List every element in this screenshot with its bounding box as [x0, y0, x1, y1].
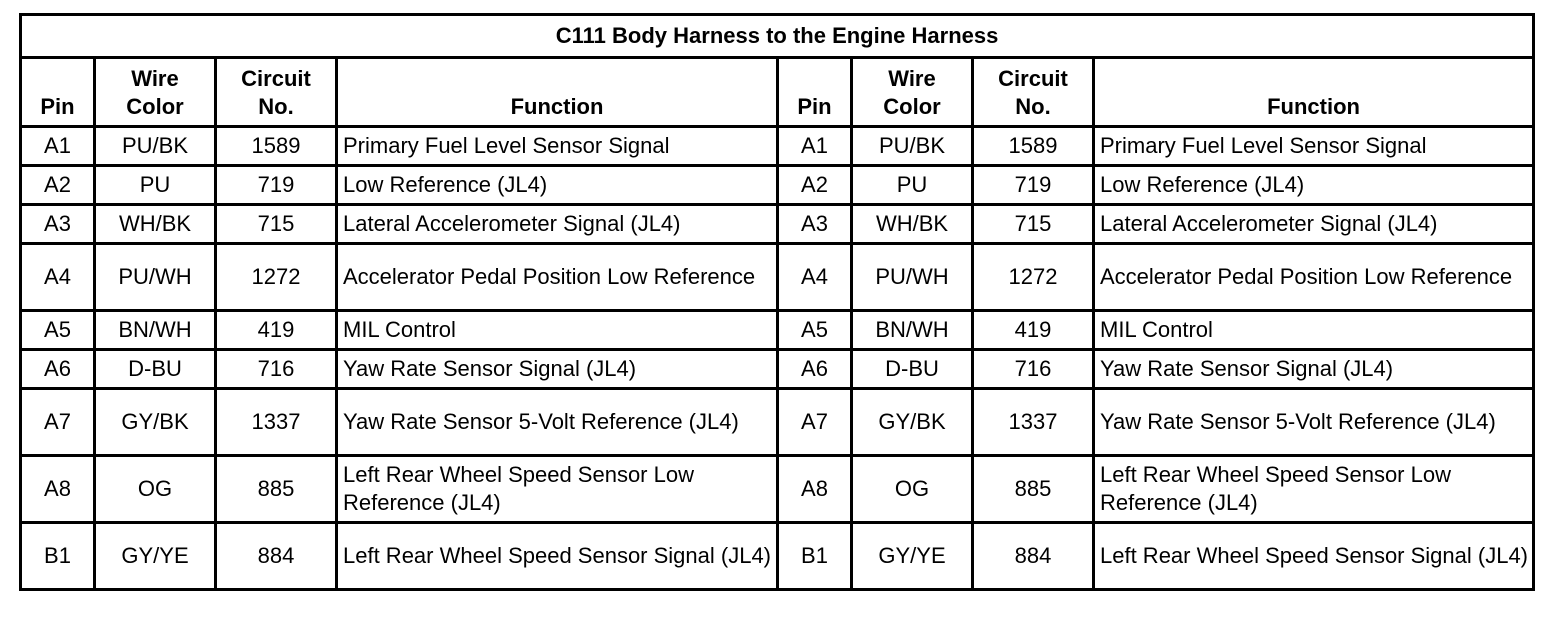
header-function: Function — [337, 58, 778, 127]
pin-cell: B1 — [21, 523, 95, 590]
wire-color-cell: GY/YE — [852, 523, 973, 590]
table-row — [21, 127, 1534, 166]
circuit-cell: 719 — [216, 166, 337, 205]
wire-color-cell: OG — [852, 456, 973, 523]
wire-color-cell: OG — [95, 456, 216, 523]
pin-cell: A2 — [21, 166, 95, 205]
circuit-cell: 1337 — [216, 389, 337, 456]
function-cell: Left Rear Wheel Speed Sensor Signal (JL4) — [1094, 523, 1534, 590]
pin-cell: A3 — [21, 205, 95, 244]
function-cell: MIL Control — [337, 311, 778, 350]
function-cell: Yaw Rate Sensor 5-Volt Reference (JL4) — [1094, 389, 1534, 456]
function-cell: Low Reference (JL4) — [337, 166, 778, 205]
header-circuit-line1: Circuit — [998, 66, 1068, 91]
wire-color-cell: WH/BK — [95, 205, 216, 244]
function-cell: Left Rear Wheel Speed Sensor Low Reference (JL4) — [337, 456, 778, 523]
function-cell: Yaw Rate Sensor 5-Volt Reference (JL4) — [337, 389, 778, 456]
header-circuit-line1: Circuit — [241, 66, 311, 91]
header-circuit-line2: No. — [258, 94, 294, 119]
function-cell: Low Reference (JL4) — [1094, 166, 1534, 205]
pin-cell: B1 — [778, 523, 852, 590]
header-circuit-no — [973, 58, 1094, 127]
header-wire-color — [852, 58, 973, 127]
circuit-cell: 1589 — [216, 127, 337, 166]
wire-color-cell: GY/BK — [852, 389, 973, 456]
wire-color-cell: PU/BK — [95, 127, 216, 166]
pin-cell: A7 — [778, 389, 852, 456]
table-row — [21, 205, 1534, 244]
function-cell: Primary Fuel Level Sensor Signal — [1094, 127, 1534, 166]
pin-cell: A6 — [21, 350, 95, 389]
pin-cell: A1 — [21, 127, 95, 166]
circuit-cell: 885 — [216, 456, 337, 523]
wire-color-cell: WH/BK — [852, 205, 973, 244]
header-wire-color — [95, 58, 216, 127]
table-row — [21, 166, 1534, 205]
circuit-cell: 884 — [216, 523, 337, 590]
header-circuit-no — [216, 58, 337, 127]
circuit-cell: 716 — [216, 350, 337, 389]
header-pin: Pin — [21, 58, 95, 127]
function-cell: Lateral Accelerometer Signal (JL4) — [1094, 205, 1534, 244]
header-wire-color-line1: Wire — [888, 66, 936, 91]
circuit-cell: 716 — [973, 350, 1094, 389]
connector-table — [19, 13, 1535, 591]
wire-color-cell: PU/WH — [95, 244, 216, 311]
wire-color-cell: GY/BK — [95, 389, 216, 456]
table-row — [21, 244, 1534, 311]
pin-cell: A7 — [21, 389, 95, 456]
wire-color-cell: D-BU — [95, 350, 216, 389]
wire-color-cell: BN/WH — [95, 311, 216, 350]
circuit-cell: 419 — [973, 311, 1094, 350]
header-circuit-line2: No. — [1015, 94, 1051, 119]
function-cell: MIL Control — [1094, 311, 1534, 350]
pin-cell: A3 — [778, 205, 852, 244]
table-row — [21, 523, 1534, 590]
pin-cell: A4 — [21, 244, 95, 311]
function-cell: Left Rear Wheel Speed Sensor Low Reference (JL4) — [1094, 456, 1534, 523]
circuit-cell: 1589 — [973, 127, 1094, 166]
pin-cell: A5 — [21, 311, 95, 350]
wire-color-cell: GY/YE — [95, 523, 216, 590]
table-row — [21, 389, 1534, 456]
pin-cell: A1 — [778, 127, 852, 166]
pin-cell: A8 — [21, 456, 95, 523]
wire-color-cell: PU/BK — [852, 127, 973, 166]
table-title: C111 Body Harness to the Engine Harness — [21, 15, 1534, 58]
function-cell: Yaw Rate Sensor Signal (JL4) — [337, 350, 778, 389]
table-row — [21, 350, 1534, 389]
header-wire-color-line1: Wire — [131, 66, 179, 91]
wire-color-cell: PU/WH — [852, 244, 973, 311]
wire-color-cell: BN/WH — [852, 311, 973, 350]
header-pin: Pin — [778, 58, 852, 127]
wire-color-cell: D-BU — [852, 350, 973, 389]
circuit-cell: 884 — [973, 523, 1094, 590]
function-cell: Yaw Rate Sensor Signal (JL4) — [1094, 350, 1534, 389]
header-wire-color-line2: Color — [126, 94, 184, 119]
table-row — [21, 456, 1534, 523]
function-cell: Accelerator Pedal Position Low Reference — [337, 244, 778, 311]
table-row — [21, 311, 1534, 350]
circuit-cell: 715 — [216, 205, 337, 244]
circuit-cell: 419 — [216, 311, 337, 350]
header-function: Function — [1094, 58, 1534, 127]
wire-color-cell: PU — [852, 166, 973, 205]
header-row — [21, 58, 1534, 127]
circuit-cell: 719 — [973, 166, 1094, 205]
function-cell: Primary Fuel Level Sensor Signal — [337, 127, 778, 166]
pin-cell: A8 — [778, 456, 852, 523]
circuit-cell: 1272 — [973, 244, 1094, 311]
circuit-cell: 1272 — [216, 244, 337, 311]
circuit-cell: 715 — [973, 205, 1094, 244]
circuit-cell: 1337 — [973, 389, 1094, 456]
function-cell: Lateral Accelerometer Signal (JL4) — [337, 205, 778, 244]
pin-cell: A2 — [778, 166, 852, 205]
pin-cell: A6 — [778, 350, 852, 389]
pin-cell: A5 — [778, 311, 852, 350]
wire-color-cell: PU — [95, 166, 216, 205]
header-wire-color-line2: Color — [883, 94, 941, 119]
pin-cell: A4 — [778, 244, 852, 311]
function-cell: Accelerator Pedal Position Low Reference — [1094, 244, 1534, 311]
circuit-cell: 885 — [973, 456, 1094, 523]
function-cell: Left Rear Wheel Speed Sensor Signal (JL4) — [337, 523, 778, 590]
